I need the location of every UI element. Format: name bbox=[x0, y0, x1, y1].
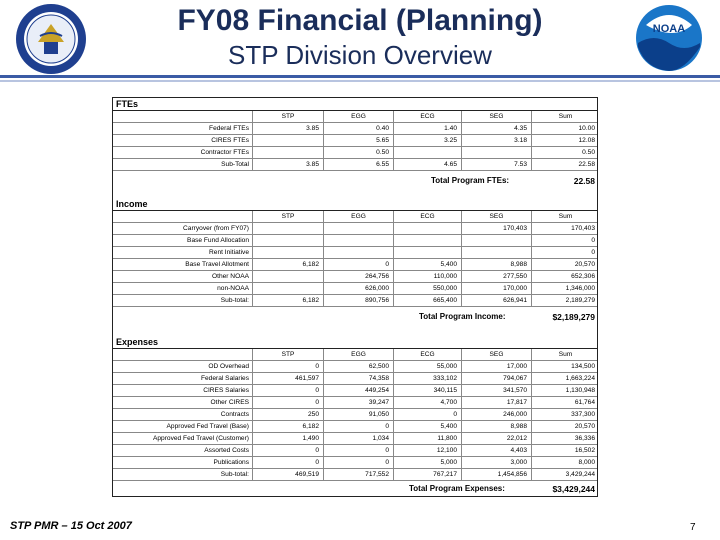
noaa-logo-text: NOAA bbox=[652, 23, 686, 35]
page-title: FY08 Financial (Planning) bbox=[177, 4, 543, 37]
col-header: SEG bbox=[461, 111, 531, 123]
col-header: EGG bbox=[323, 211, 393, 223]
table-cell: 461,597 bbox=[252, 373, 323, 385]
row-label: Assorted Costs bbox=[204, 447, 249, 454]
table-cell: 250 bbox=[252, 409, 323, 421]
table-cell: 8,988 bbox=[461, 259, 531, 271]
table-cell: 469,519 bbox=[252, 469, 323, 481]
table-cell: 3.85 bbox=[252, 159, 323, 171]
table-cell: 3,429,244 bbox=[531, 469, 599, 481]
col-header: STP bbox=[252, 211, 323, 223]
table-row bbox=[113, 135, 597, 147]
table-cell: 2,189,279 bbox=[531, 295, 599, 307]
row-label: Approved Fed Travel (Base) bbox=[166, 423, 249, 430]
table-cell: 16,502 bbox=[531, 445, 599, 457]
col-header: ECG bbox=[393, 211, 461, 223]
table-cell: 333,102 bbox=[393, 373, 461, 385]
table-cell: 0 bbox=[252, 385, 323, 397]
table-cell bbox=[461, 247, 531, 259]
table-cell: 794,067 bbox=[461, 373, 531, 385]
income-section-title: Income bbox=[113, 198, 597, 211]
table-cell: 1,663,224 bbox=[531, 373, 599, 385]
row-label: Contracts bbox=[220, 411, 249, 418]
table-cell: 36,336 bbox=[531, 433, 599, 445]
table-cell: 170,000 bbox=[461, 283, 531, 295]
ftes-column-header bbox=[113, 111, 597, 123]
table-cell: 5,000 bbox=[393, 457, 461, 469]
table-cell bbox=[252, 271, 323, 283]
row-label: Other NOAA bbox=[211, 273, 249, 280]
row-label: Carryover (from FY07) bbox=[183, 225, 249, 232]
table-row bbox=[113, 421, 597, 433]
row-label: Sub-total: bbox=[220, 297, 249, 304]
table-cell: 91,050 bbox=[323, 409, 393, 421]
table-cell: 1,454,856 bbox=[461, 469, 531, 481]
table-row bbox=[113, 223, 597, 235]
table-cell: 1.40 bbox=[393, 123, 461, 135]
table-cell bbox=[252, 147, 323, 159]
table-cell: 5,400 bbox=[393, 259, 461, 271]
col-header: SEG bbox=[461, 349, 531, 361]
table-row bbox=[113, 247, 597, 259]
table-cell bbox=[323, 235, 393, 247]
table-cell: 22.58 bbox=[531, 159, 599, 171]
table-row bbox=[113, 361, 597, 373]
table-cell: 6.55 bbox=[323, 159, 393, 171]
table-cell: 20,570 bbox=[531, 259, 599, 271]
expenses-section-title: Expenses bbox=[113, 336, 597, 349]
table-cell: 0.40 bbox=[323, 123, 393, 135]
table-cell bbox=[252, 283, 323, 295]
row-label: Federal FTEs bbox=[209, 125, 249, 132]
table-cell: 6,182 bbox=[252, 421, 323, 433]
col-header: Sum bbox=[531, 211, 599, 223]
table-cell bbox=[252, 247, 323, 259]
table-cell: 17,817 bbox=[461, 397, 531, 409]
table-cell: 170,403 bbox=[461, 223, 531, 235]
page-subtitle: STP Division Overview bbox=[228, 40, 492, 70]
table-row bbox=[113, 259, 597, 271]
table-cell: 11,800 bbox=[393, 433, 461, 445]
table-cell: 62,500 bbox=[323, 361, 393, 373]
table-cell: 0 bbox=[252, 445, 323, 457]
table-cell: 277,550 bbox=[461, 271, 531, 283]
table-cell: 0 bbox=[252, 361, 323, 373]
row-label: Other CIRES bbox=[210, 399, 249, 406]
table-cell: 0 bbox=[252, 397, 323, 409]
table-row bbox=[113, 123, 597, 135]
table-cell: 12,100 bbox=[393, 445, 461, 457]
table-cell: 12.08 bbox=[531, 135, 599, 147]
table-cell: 4,403 bbox=[461, 445, 531, 457]
table-cell: 4,700 bbox=[393, 397, 461, 409]
table-cell: 1,034 bbox=[323, 433, 393, 445]
expenses-column-header bbox=[113, 349, 597, 361]
table-cell: 337,300 bbox=[531, 409, 599, 421]
table-cell: 17,000 bbox=[461, 361, 531, 373]
table-cell: 652,306 bbox=[531, 271, 599, 283]
col-header: EGG bbox=[323, 111, 393, 123]
row-label: Rent Initiative bbox=[209, 249, 249, 256]
table-cell: 626,000 bbox=[323, 283, 393, 295]
table-cell: 61,764 bbox=[531, 397, 599, 409]
table-cell: 626,941 bbox=[461, 295, 531, 307]
table-cell: 717,552 bbox=[323, 469, 393, 481]
table-cell: 767,217 bbox=[393, 469, 461, 481]
table-row bbox=[113, 409, 597, 421]
table-cell bbox=[252, 135, 323, 147]
table-row bbox=[113, 147, 597, 159]
noaa-logo-icon bbox=[634, 3, 704, 73]
table-row bbox=[113, 445, 597, 457]
row-label: Sub-Total bbox=[221, 161, 249, 168]
table-cell: 3,000 bbox=[461, 457, 531, 469]
table-row bbox=[113, 235, 597, 247]
table-cell: 4.65 bbox=[393, 159, 461, 171]
table-cell bbox=[461, 235, 531, 247]
table-cell: 890,756 bbox=[323, 295, 393, 307]
table-row bbox=[113, 373, 597, 385]
table-cell: 7.53 bbox=[461, 159, 531, 171]
table-cell: 0 bbox=[531, 247, 599, 259]
col-header: STP bbox=[252, 111, 323, 123]
header-rule-secondary bbox=[0, 80, 720, 82]
table-cell: 8,000 bbox=[531, 457, 599, 469]
col-header: SEG bbox=[461, 211, 531, 223]
table-cell: 22,012 bbox=[461, 433, 531, 445]
table-cell: 170,403 bbox=[531, 223, 599, 235]
table-cell bbox=[461, 147, 531, 159]
table-row bbox=[113, 159, 597, 171]
table-cell: 5,400 bbox=[393, 421, 461, 433]
table-cell: 0.50 bbox=[531, 147, 599, 159]
table-cell bbox=[323, 247, 393, 259]
table-cell: 665,400 bbox=[393, 295, 461, 307]
col-header: Sum bbox=[531, 349, 599, 361]
row-label: Publications bbox=[213, 459, 249, 466]
row-label: OD Overhead bbox=[208, 363, 249, 370]
table-cell: 264,756 bbox=[323, 271, 393, 283]
table-row bbox=[113, 385, 597, 397]
table-cell: 0 bbox=[323, 421, 393, 433]
expenses-total-label: Total Program Expenses: bbox=[409, 484, 505, 493]
table-cell: 1,490 bbox=[252, 433, 323, 445]
page-number: 7 bbox=[690, 522, 696, 533]
table-cell: 449,254 bbox=[323, 385, 393, 397]
ftes-section-title: FTEs bbox=[113, 98, 597, 111]
row-label: Federal Salaries bbox=[200, 375, 249, 382]
table-cell: 1,346,000 bbox=[531, 283, 599, 295]
table-cell: 74,358 bbox=[323, 373, 393, 385]
col-header: ECG bbox=[393, 111, 461, 123]
row-label: non-NOAA bbox=[217, 285, 249, 292]
row-label: Contractor FTEs bbox=[200, 149, 249, 156]
table-cell: 0 bbox=[393, 409, 461, 421]
table-cell: 0 bbox=[531, 235, 599, 247]
row-label: CIRES Salaries bbox=[203, 387, 249, 394]
table-cell: 10.00 bbox=[531, 123, 599, 135]
table-row bbox=[113, 271, 597, 283]
table-cell: 0 bbox=[323, 457, 393, 469]
col-header: Sum bbox=[531, 111, 599, 123]
table-cell: 4.35 bbox=[461, 123, 531, 135]
row-label: Approved Fed Travel (Customer) bbox=[152, 435, 249, 442]
row-label: CIRES FTEs bbox=[211, 137, 249, 144]
col-header: STP bbox=[252, 349, 323, 361]
table-row bbox=[113, 469, 597, 481]
table-cell: 246,000 bbox=[461, 409, 531, 421]
table-row bbox=[113, 457, 597, 469]
footer-text: STP PMR – 15 Oct 2007 bbox=[10, 520, 132, 532]
table-cell: 134,500 bbox=[531, 361, 599, 373]
table-cell: 3.25 bbox=[393, 135, 461, 147]
table-row bbox=[113, 283, 597, 295]
table-cell: 0 bbox=[323, 259, 393, 271]
table-cell bbox=[252, 235, 323, 247]
ftes-total-value: 22.58 bbox=[573, 176, 595, 186]
table-cell: 55,000 bbox=[393, 361, 461, 373]
table-cell: 0 bbox=[252, 457, 323, 469]
table-cell: 0 bbox=[323, 445, 393, 457]
table-cell: 3.18 bbox=[461, 135, 531, 147]
table-cell: 550,000 bbox=[393, 283, 461, 295]
table-row bbox=[113, 295, 597, 307]
col-header: ECG bbox=[393, 349, 461, 361]
income-total-label: Total Program Income: bbox=[419, 312, 506, 321]
table-cell: 20,570 bbox=[531, 421, 599, 433]
income-total-value: $2,189,279 bbox=[552, 312, 595, 322]
table-cell bbox=[393, 235, 461, 247]
table-cell: 6,182 bbox=[252, 259, 323, 271]
row-label: Base Fund Allocation bbox=[187, 237, 249, 244]
table-row bbox=[113, 397, 597, 409]
table-cell: 5.65 bbox=[323, 135, 393, 147]
table-cell: 3.85 bbox=[252, 123, 323, 135]
table-cell: 110,000 bbox=[393, 271, 461, 283]
income-column-header bbox=[113, 211, 597, 223]
row-label: Base Travel Allotment bbox=[185, 261, 249, 268]
table-cell: 6,182 bbox=[252, 295, 323, 307]
table-cell bbox=[252, 223, 323, 235]
table-cell: 8,988 bbox=[461, 421, 531, 433]
table-cell bbox=[393, 147, 461, 159]
table-cell bbox=[393, 247, 461, 259]
col-header: EGG bbox=[323, 349, 393, 361]
table-cell bbox=[393, 223, 461, 235]
table-cell bbox=[323, 223, 393, 235]
table-cell: 341,570 bbox=[461, 385, 531, 397]
table-cell: 39,247 bbox=[323, 397, 393, 409]
table-row bbox=[113, 433, 597, 445]
table-cell: 1,130,948 bbox=[531, 385, 599, 397]
table-cell: 340,115 bbox=[393, 385, 461, 397]
ftes-total-label: Total Program FTEs: bbox=[431, 176, 510, 185]
expenses-total-value: $3,429,244 bbox=[552, 484, 595, 494]
table-cell: 0.50 bbox=[323, 147, 393, 159]
row-label: Sub-total: bbox=[220, 471, 249, 478]
financial-table bbox=[112, 97, 598, 497]
header-rule bbox=[0, 75, 720, 78]
